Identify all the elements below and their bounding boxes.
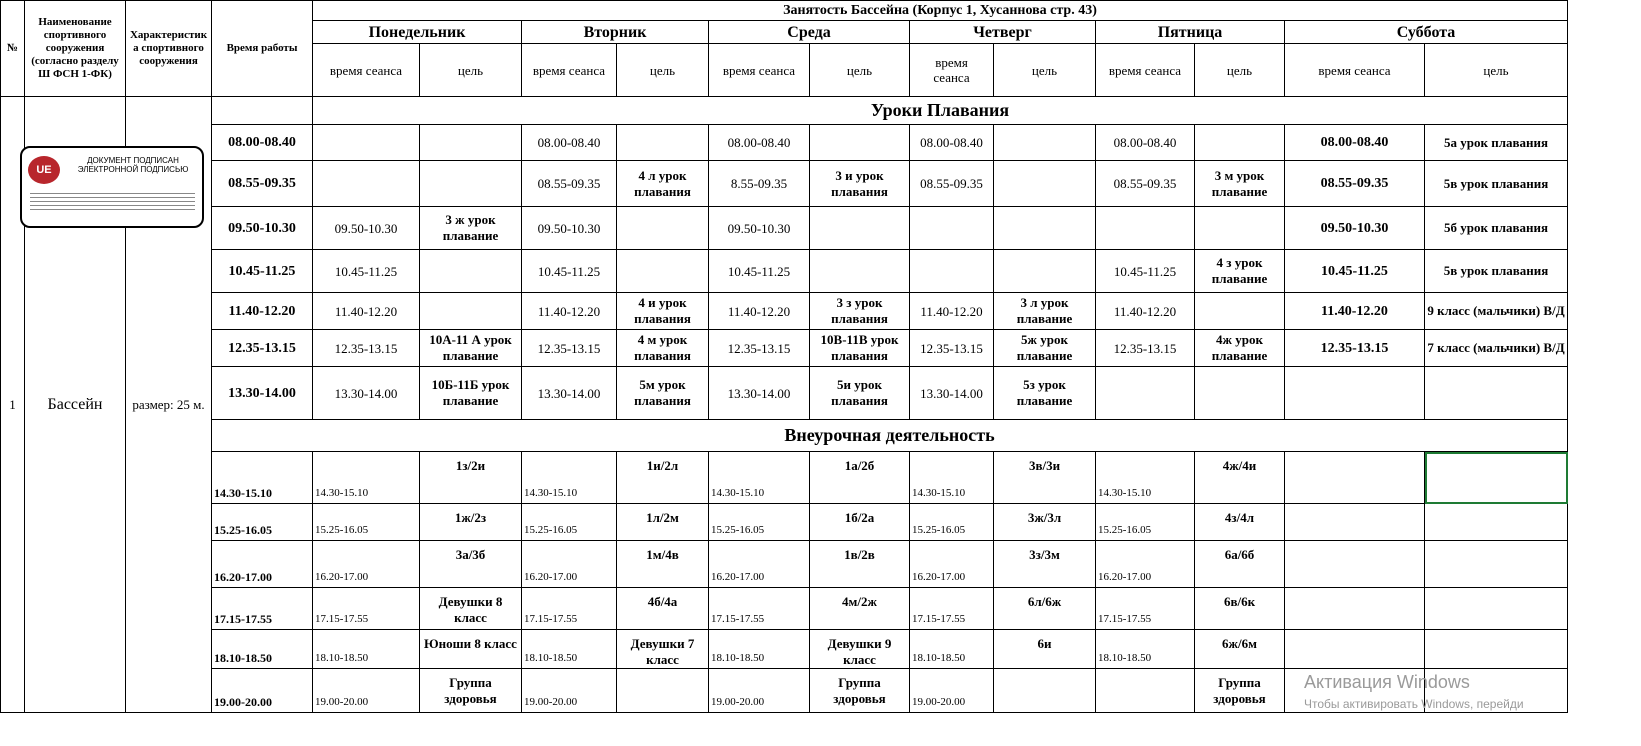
- goal-cell: 9 класс (мальчики) В/Д: [1425, 293, 1568, 330]
- goal-cell: 3 з урок плавания: [810, 293, 910, 330]
- goal-cell: 1ж/2з: [420, 504, 522, 541]
- session-time-cell: 18.10-18.50: [910, 630, 994, 669]
- goal-cell: 7 класс (мальчики) В/Д: [1425, 330, 1568, 367]
- work-time-cell: 09.50-10.30: [212, 207, 313, 250]
- header-facility-name: Наименование спортивного сооружения (согласно разделу Ш ФСН 1-ФК): [25, 1, 126, 97]
- work-time-cell: 10.45-11.25: [212, 250, 313, 293]
- session-time-cell: 10.45-11.25: [522, 250, 617, 293]
- goal-cell: [1425, 630, 1568, 669]
- session-time-cell: 11.40-12.20: [522, 293, 617, 330]
- lesson-row: [1, 125, 1641, 161]
- session-time-cell: 13.30-14.00: [709, 367, 810, 420]
- session-time-cell: 14.30-15.10: [313, 452, 420, 504]
- section-extracurricular: Внеурочная деятельность: [212, 420, 1568, 452]
- session-time-cell: 19.00-20.00: [910, 669, 994, 713]
- session-time-cell: [1285, 630, 1425, 669]
- work-time-cell: 17.15-17.55: [212, 588, 313, 630]
- session-time-cell: [1285, 367, 1425, 420]
- goal-cell: 5б урок плавания: [1425, 207, 1568, 250]
- session-time-cell: 17.15-17.55: [1096, 588, 1195, 630]
- day-header-tuesday: Вторник: [522, 21, 709, 44]
- header-num: №: [1, 1, 25, 97]
- session-time-cell: 12.35-13.15: [910, 330, 994, 367]
- session-time-cell: 08.00-08.40: [1285, 125, 1425, 161]
- facility-number: 1: [1, 97, 25, 713]
- goal-cell: 3ж/3л: [994, 504, 1096, 541]
- session-time-cell: 13.30-14.00: [910, 367, 994, 420]
- goal-cell: 5м урок плавания: [617, 367, 709, 420]
- session-time-cell: 17.15-17.55: [709, 588, 810, 630]
- session-time-cell: 15.25-16.05: [1096, 504, 1195, 541]
- extracurricular-row: [1, 588, 1641, 630]
- goal-cell: 3 л урок плавание: [994, 293, 1096, 330]
- goal-cell: 1а/2б: [810, 452, 910, 504]
- session-time-header: время сеанса: [522, 44, 617, 97]
- session-time-cell: 15.25-16.05: [522, 504, 617, 541]
- session-time-cell: 08.00-08.40: [522, 125, 617, 161]
- goal-cell: 1б/2а: [810, 504, 910, 541]
- lesson-row: [1, 161, 1641, 207]
- goal-cell: [420, 250, 522, 293]
- session-time-cell: 19.00-20.00: [522, 669, 617, 713]
- goal-cell: 3з/3м: [994, 541, 1096, 588]
- goal-cell: [1425, 541, 1568, 588]
- goal-cell: 6а/6б: [1195, 541, 1285, 588]
- session-time-cell: [910, 250, 994, 293]
- extracurricular-row: [1, 452, 1641, 504]
- session-time-cell: [1285, 541, 1425, 588]
- goal-cell: 6л/6ж: [994, 588, 1096, 630]
- session-time-cell: 18.10-18.50: [522, 630, 617, 669]
- goal-cell: [994, 250, 1096, 293]
- session-time-cell: 10.45-11.25: [709, 250, 810, 293]
- session-time-cell: 11.40-12.20: [1096, 293, 1195, 330]
- session-time-cell: 08.00-08.40: [1096, 125, 1195, 161]
- session-time-cell: 08.55-09.35: [522, 161, 617, 207]
- goal-cell: [810, 125, 910, 161]
- work-time-cell: 13.30-14.00: [212, 367, 313, 420]
- goal-cell: 10А-11 А урок плавание: [420, 330, 522, 367]
- session-time-cell: 18.10-18.50: [1096, 630, 1195, 669]
- lesson-row: [1, 250, 1641, 293]
- session-time-cell: 15.25-16.05: [313, 504, 420, 541]
- header-characteristics: Характеристик а спортивного сооружения: [126, 1, 212, 97]
- session-time-cell: 16.20-17.00: [1096, 541, 1195, 588]
- day-header-thursday: Четверг: [910, 21, 1096, 44]
- session-time-cell: 13.30-14.00: [313, 367, 420, 420]
- lesson-row: [1, 207, 1641, 250]
- session-time-cell: 14.30-15.10: [1096, 452, 1195, 504]
- goal-cell: [617, 669, 709, 713]
- session-time-cell: 17.15-17.55: [522, 588, 617, 630]
- session-time-cell: 15.25-16.05: [910, 504, 994, 541]
- session-time-cell: 17.15-17.55: [313, 588, 420, 630]
- goal-cell: 1в/2в: [810, 541, 910, 588]
- session-time-cell: 12.35-13.15: [1096, 330, 1195, 367]
- work-time-cell: 16.20-17.00: [212, 541, 313, 588]
- goal-cell: 1з/2и: [420, 452, 522, 504]
- goal-cell: 1и/2л: [617, 452, 709, 504]
- goal-cell: [1195, 125, 1285, 161]
- facility-size: размер: 25 м.: [126, 97, 212, 713]
- work-time-cell: 19.00-20.00: [212, 669, 313, 713]
- goal-cell: 10В-11В урок плавания: [810, 330, 910, 367]
- session-time-cell: 09.50-10.30: [313, 207, 420, 250]
- windows-activation-watermark: Активация Windows Чтобы активировать Windows, перейди: [1304, 672, 1524, 711]
- extracurricular-row: [1, 630, 1641, 669]
- session-time-cell: 18.10-18.50: [313, 630, 420, 669]
- session-time-cell: 16.20-17.00: [522, 541, 617, 588]
- goal-cell: Девушки 7 класс: [617, 630, 709, 669]
- session-time-cell: 08.00-08.40: [910, 125, 994, 161]
- goal-cell: [810, 250, 910, 293]
- goal-cell: 5ж урок плавание: [994, 330, 1096, 367]
- goal-cell: [420, 293, 522, 330]
- lesson-row: [1, 330, 1641, 367]
- session-time-cell: 08.55-09.35: [1285, 161, 1425, 207]
- extracurricular-row: [1, 504, 1641, 541]
- session-time-cell: [1285, 452, 1425, 504]
- goal-cell: [1195, 207, 1285, 250]
- session-time-cell: [910, 207, 994, 250]
- header-work-time: Время работы: [212, 1, 313, 97]
- goal-header: цель: [1425, 44, 1568, 97]
- stamp-logo: UE: [28, 156, 60, 184]
- session-time-cell: 12.35-13.15: [522, 330, 617, 367]
- goal-cell: 4ж/4и: [1195, 452, 1285, 504]
- goal-cell: 4з/4л: [1195, 504, 1285, 541]
- session-time-cell: 09.50-10.30: [1285, 207, 1425, 250]
- goal-cell: [994, 125, 1096, 161]
- goal-header: цель: [1195, 44, 1285, 97]
- goal-cell: Девушки 8 класс: [420, 588, 522, 630]
- goal-header: цель: [420, 44, 522, 97]
- lesson-row: [1, 293, 1641, 330]
- goal-cell: [994, 669, 1096, 713]
- session-time-cell: 14.30-15.10: [522, 452, 617, 504]
- session-time-cell: 12.35-13.15: [1285, 330, 1425, 367]
- session-time-cell: [1096, 669, 1195, 713]
- session-time-cell: [1096, 367, 1195, 420]
- session-time-cell: [313, 125, 420, 161]
- session-time-header: время сеанса: [709, 44, 810, 97]
- stamp-text: ДОКУМЕНТ ПОДПИСАН ЭЛЕКТРОННОЙ ПОДПИСЬЮ: [77, 156, 189, 174]
- session-time-cell: 11.40-12.20: [709, 293, 810, 330]
- goal-cell: Группа здоровья: [420, 669, 522, 713]
- session-time-cell: 09.50-10.30: [522, 207, 617, 250]
- goal-cell: [1425, 588, 1568, 630]
- session-time-cell: 8.55-09.35: [709, 161, 810, 207]
- session-time-cell: 12.35-13.15: [313, 330, 420, 367]
- day-header-monday: Понедельник: [313, 21, 522, 44]
- session-time-cell: 08.00-08.40: [709, 125, 810, 161]
- lesson-row: [1, 367, 1641, 420]
- goal-cell: 3 ж урок плавание: [420, 207, 522, 250]
- session-time-cell: 15.25-16.05: [709, 504, 810, 541]
- section-swimming-lessons: Уроки Плавания: [313, 97, 1568, 125]
- goal-cell: Группа здоровья: [1195, 669, 1285, 713]
- goal-cell: [1195, 367, 1285, 420]
- goal-cell: Группа здоровья: [810, 669, 910, 713]
- session-time-header: время сеанса: [1285, 44, 1425, 97]
- goal-cell: Юноши 8 класс: [420, 630, 522, 669]
- goal-cell: 3 и урок плавания: [810, 161, 910, 207]
- work-time-cell: 18.10-18.50: [212, 630, 313, 669]
- goal-cell: [617, 250, 709, 293]
- session-time-cell: [1285, 504, 1425, 541]
- goal-cell: 4м/2ж: [810, 588, 910, 630]
- day-header-saturday: Суббота: [1285, 21, 1568, 44]
- goal-cell: 1м/4в: [617, 541, 709, 588]
- goal-cell: 3в/3и: [994, 452, 1096, 504]
- day-header-wednesday: Среда: [709, 21, 910, 44]
- session-time-cell: 16.20-17.00: [709, 541, 810, 588]
- goal-cell: 1л/2м: [617, 504, 709, 541]
- goal-cell: [420, 125, 522, 161]
- e-signature-stamp: [20, 146, 204, 228]
- goal-cell: [617, 125, 709, 161]
- session-time-cell: 08.55-09.35: [910, 161, 994, 207]
- goal-cell: 5а урок плавания: [1425, 125, 1568, 161]
- goal-cell: 3а/3б: [420, 541, 522, 588]
- goal-cell: 4 з урок плавание: [1195, 250, 1285, 293]
- goal-cell: 4 и урок плавания: [617, 293, 709, 330]
- session-time-cell: 09.50-10.30: [709, 207, 810, 250]
- session-time-cell: 10.45-11.25: [1285, 250, 1425, 293]
- goal-cell: 4ж урок плавание: [1195, 330, 1285, 367]
- table-title: Занятость Бассейна (Корпус 1, Хусаннова стр. 43): [313, 1, 1568, 21]
- facility-name: Бассейн: [25, 97, 126, 713]
- goal-cell: [1195, 293, 1285, 330]
- session-time-cell: [1285, 588, 1425, 630]
- work-time-cell: 11.40-12.20: [212, 293, 313, 330]
- session-time-cell: 10.45-11.25: [1096, 250, 1195, 293]
- goal-cell: [617, 207, 709, 250]
- session-time-cell: 16.20-17.00: [910, 541, 994, 588]
- goal-cell: 6и: [994, 630, 1096, 669]
- session-time-cell: 08.55-09.35: [1096, 161, 1195, 207]
- session-time-cell: 19.00-20.00: [709, 669, 810, 713]
- session-time-cell: 12.35-13.15: [709, 330, 810, 367]
- session-time-header: время сеанса: [1096, 44, 1195, 97]
- work-time-cell: 14.30-15.10: [212, 452, 313, 504]
- session-time-cell: 19.00-20.00: [313, 669, 420, 713]
- work-time-cell: 12.35-13.15: [212, 330, 313, 367]
- goal-header: цель: [994, 44, 1096, 97]
- goal-cell: Девушки 9 класс: [810, 630, 910, 669]
- session-time-header: время сеанса: [910, 44, 994, 97]
- session-time-cell: 18.10-18.50: [709, 630, 810, 669]
- session-time-cell: 14.30-15.10: [709, 452, 810, 504]
- session-time-cell: 11.40-12.20: [313, 293, 420, 330]
- goal-cell: 5в урок плавания: [1425, 250, 1568, 293]
- session-time-cell: 17.15-17.55: [910, 588, 994, 630]
- goal-cell: 4б/4а: [617, 588, 709, 630]
- goal-cell: 5з урок плавание: [994, 367, 1096, 420]
- goal-cell: [994, 207, 1096, 250]
- goal-cell: 6в/6к: [1195, 588, 1285, 630]
- session-time-cell: 10.45-11.25: [313, 250, 420, 293]
- session-time-cell: [1096, 207, 1195, 250]
- goal-header: цель: [810, 44, 910, 97]
- goal-cell: [810, 207, 910, 250]
- session-time-cell: 14.30-15.10: [910, 452, 994, 504]
- goal-cell: [1425, 367, 1568, 420]
- stamp-details: [30, 190, 195, 213]
- goal-cell: [1425, 504, 1568, 541]
- session-time-cell: 13.30-14.00: [522, 367, 617, 420]
- work-time-cell: 08.00-08.40: [212, 125, 313, 161]
- session-time-header: время сеанса: [313, 44, 420, 97]
- session-time-cell: 16.20-17.00: [313, 541, 420, 588]
- goal-cell: 5и урок плавания: [810, 367, 910, 420]
- session-time-cell: [313, 161, 420, 207]
- goal-cell: 10Б-11Б урок плавание: [420, 367, 522, 420]
- goal-cell: 4 м урок плавания: [617, 330, 709, 367]
- selected-cell[interactable]: [1425, 452, 1568, 504]
- goal-cell: [994, 161, 1096, 207]
- session-time-cell: 11.40-12.20: [910, 293, 994, 330]
- goal-cell: 4 л урок плавания: [617, 161, 709, 207]
- day-header-friday: Пятница: [1096, 21, 1285, 44]
- extracurricular-row: [1, 541, 1641, 588]
- goal-header: цель: [617, 44, 709, 97]
- goal-cell: 5в урок плавания: [1425, 161, 1568, 207]
- session-time-cell: 11.40-12.20: [1285, 293, 1425, 330]
- work-time-cell: 15.25-16.05: [212, 504, 313, 541]
- goal-cell: 6ж/6м: [1195, 630, 1285, 669]
- work-time-cell: 08.55-09.35: [212, 161, 313, 207]
- goal-cell: 3 м урок плавание: [1195, 161, 1285, 207]
- goal-cell: [420, 161, 522, 207]
